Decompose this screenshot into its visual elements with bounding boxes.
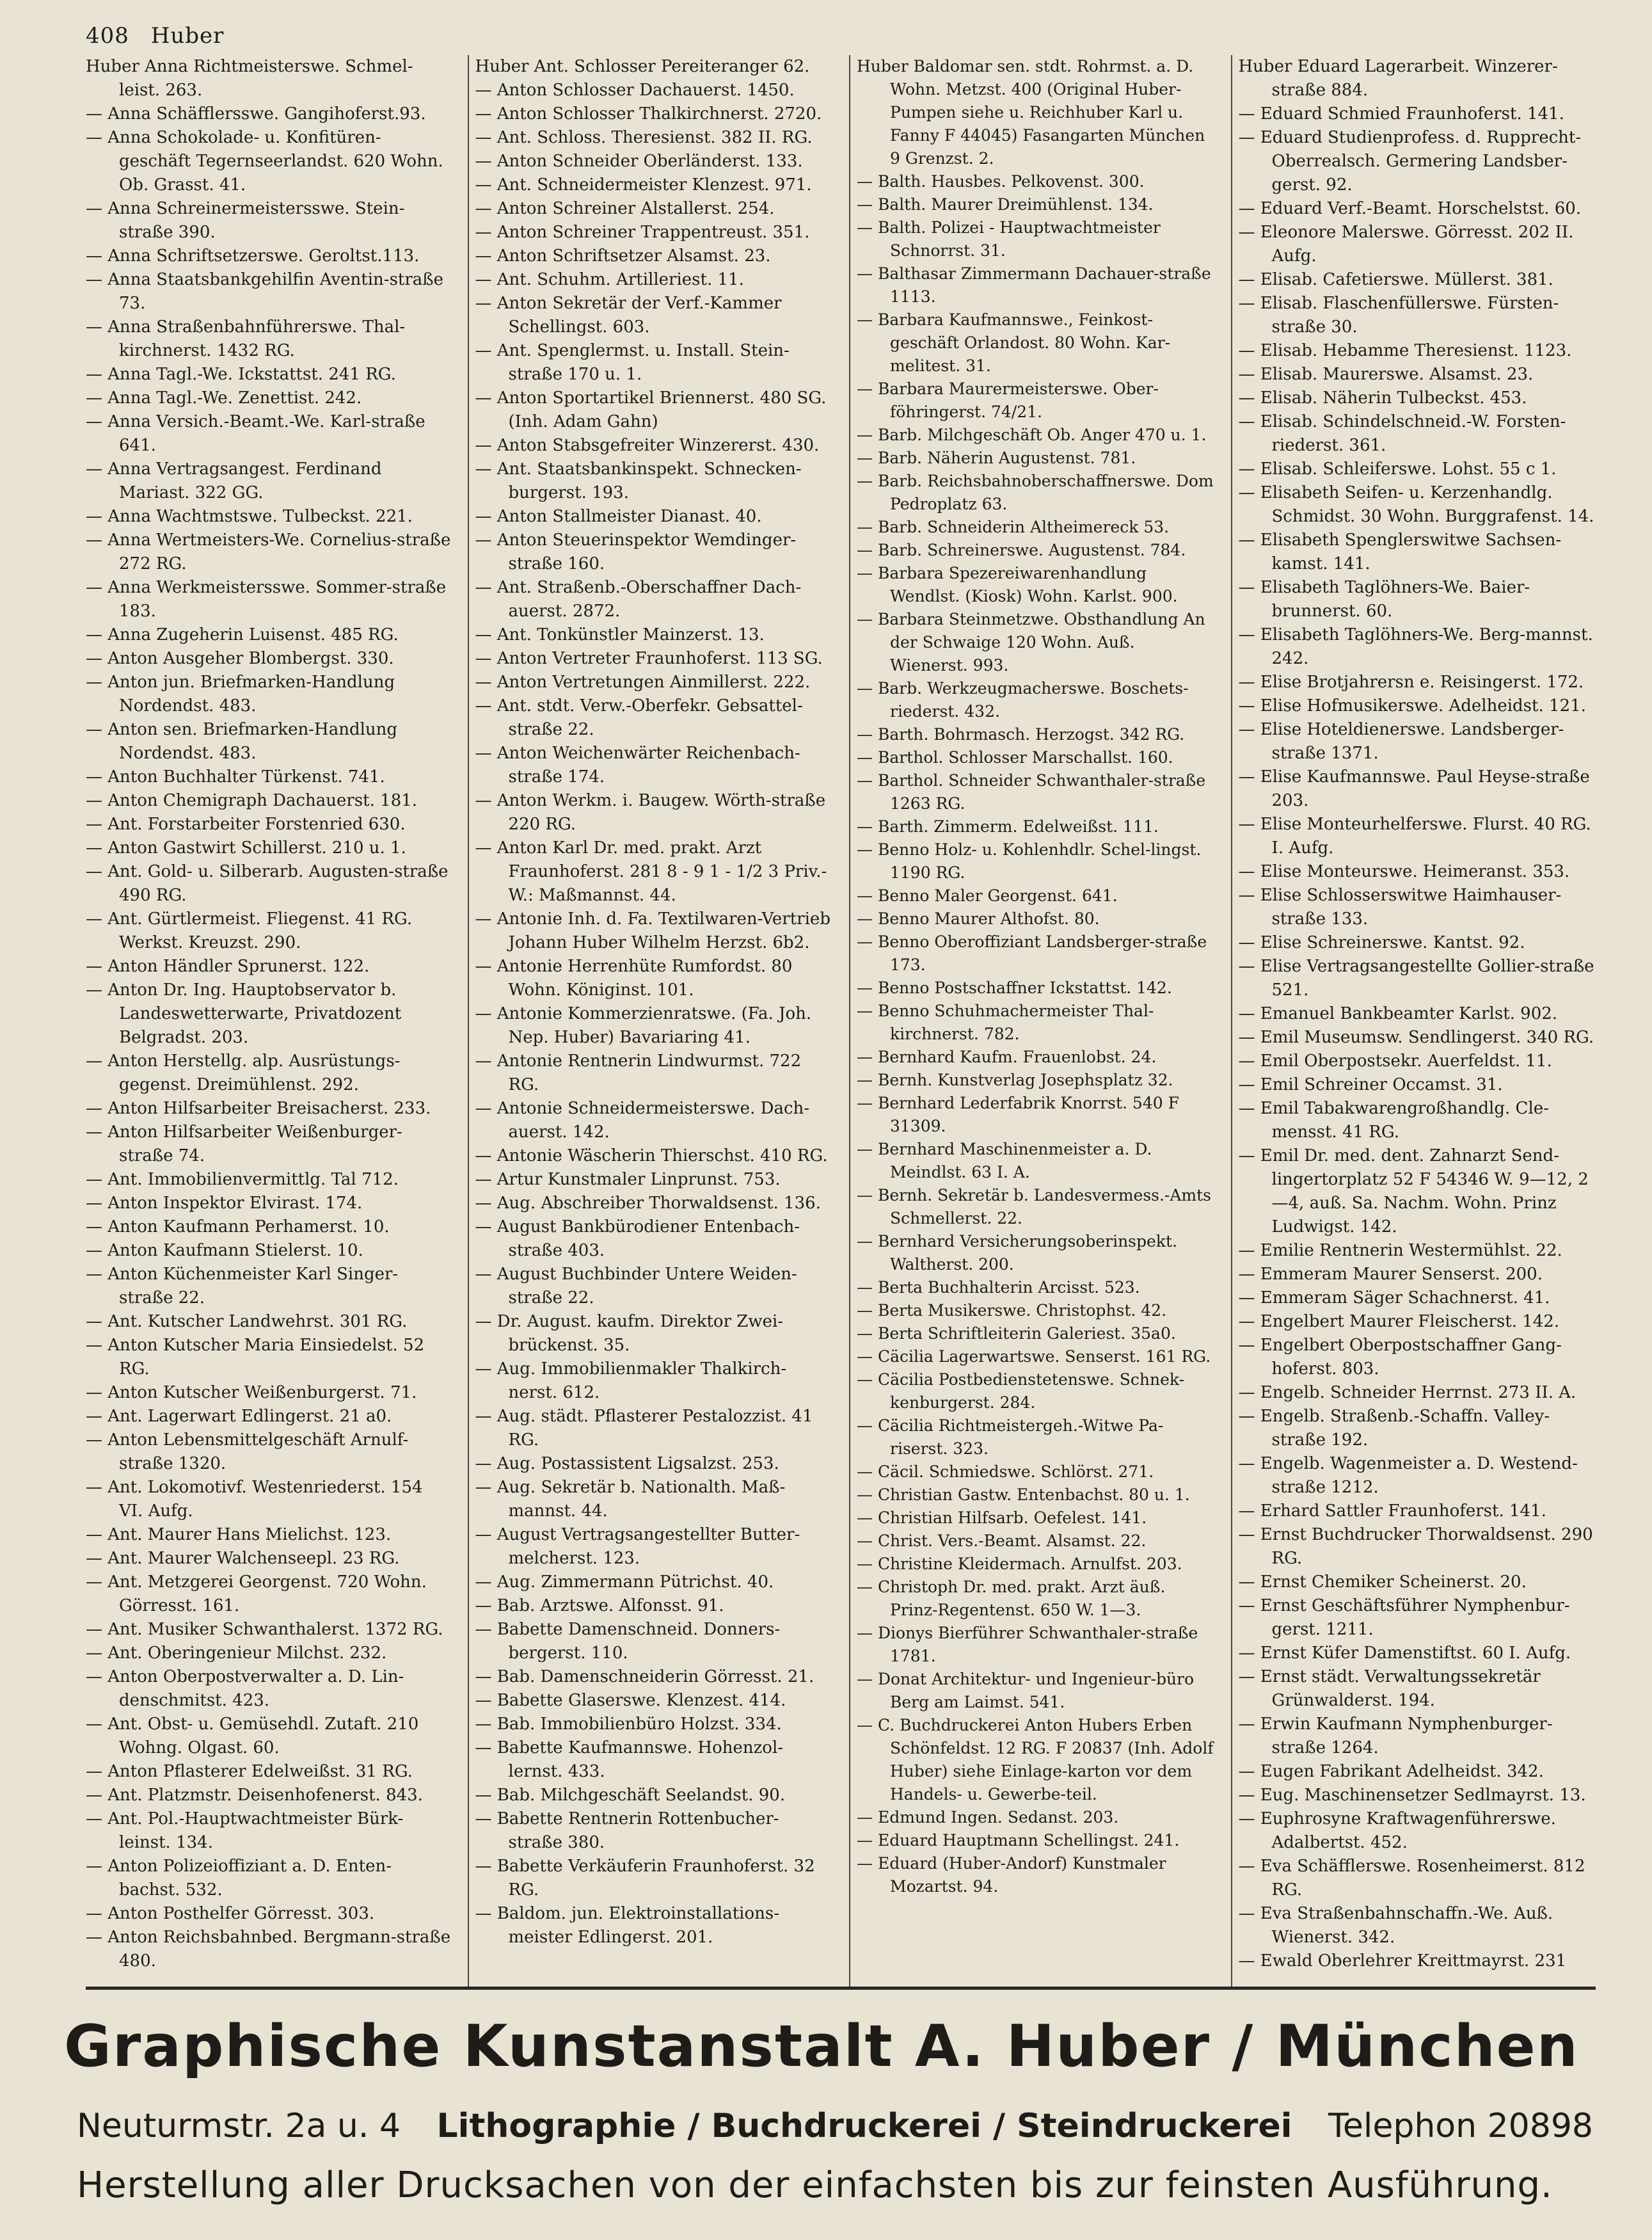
directory-entry: Huber Eduard Lagerarbeit. Winzerer-straße 884. (1238, 57, 1558, 100)
directory-entry: — Benno Holz- u. Kohlenhdlr. Schel-lingst. 1190 RG. (857, 840, 1202, 882)
directory-entry: — Ernst Geschäftsführer Nymphenbur-gerst. 1211. (1238, 1596, 1570, 1639)
directory-entry: — Aug. städt. Pflasterer Pestalozzist. 41 RG. (475, 1407, 813, 1450)
directory-entry: — Barb. Werkzeugmacherswe. Boschets-riederst. 432. (857, 679, 1189, 721)
directory-entry: — Eva Straßenbahnschaffn.-We. Auß. Wienerst. 342. (1238, 1904, 1553, 1947)
running-head: Huber (150, 23, 225, 49)
directory-entry: — Anton Küchenmeister Karl Singer-straße 22. (86, 1265, 399, 1308)
directory-entry: — Anton Kutscher Maria Einsiedelst. 52 RG. (86, 1336, 425, 1379)
directory-entry: — Emanuel Bankbeamter Karlst. 902. (1238, 1004, 1558, 1023)
directory-entry: — Aug. Sekretär b. Nationalth. Maß-mannst. 44. (475, 1478, 786, 1521)
directory-entry: — Ant. Kutscher Landwehrst. 301 RG. (86, 1312, 408, 1331)
directory-entry: — Babette Rentnerin Rottenbucher-straße 380. (475, 1809, 779, 1852)
directory-entry: — Ernst Chemiker Scheinerst. 20. (1238, 1572, 1527, 1592)
advertisement-title: Graphische Kunstanstalt A. Huber / München (64, 2013, 1579, 2080)
directory-entry: — Anton Herstellg. alp. Ausrüstungs-gegenst. Dreimühlenst. 292. (86, 1052, 401, 1094)
directory-entry: — Ant. Forstarbeiter Forstenried 630. (86, 815, 406, 834)
directory-entry: — Berta Musikerswe. Christophst. 42. (857, 1301, 1167, 1320)
directory-entry: — Eduard Studienprofess. d. Rupprecht-Oberrealsch. Germering Landsber-gerst. 92. (1238, 128, 1582, 195)
directory-entry: — Engelb. Wagenmeister a. D. Westend-straße 1212. (1238, 1454, 1578, 1497)
directory-entry: — Eugen Fabrikant Adelheidst. 342. (1238, 1762, 1544, 1781)
directory-entry: — Ant. Pol.-Hauptwachtmeister Bürk-leinst. 134. (86, 1809, 404, 1852)
directory-entry: — Edmund Ingen. Sedanst. 203. (857, 1808, 1119, 1827)
directory-entry: — Ewald Oberlehrer Kreittmayrst. 231 (1238, 1951, 1567, 1971)
directory-entry: — Eduard Verf.-Beamt. Horschelstst. 60. (1238, 199, 1582, 218)
directory-entry: — August Vertragsangestellter Butter-melcherst. 123. (475, 1525, 800, 1568)
directory-entry: — Berta Buchhalterin Arcisst. 523. (857, 1278, 1140, 1297)
directory-entry: — Cäcilia Postbedienstetenswe. Schnek-kenburgerst. 284. (857, 1370, 1185, 1412)
directory-entry: — Ant. Schloss. Theresienst. 382 II. RG. (475, 128, 813, 147)
directory-entry: — Anna Zugeherin Luisenst. 485 RG. (86, 625, 399, 644)
directory-entry: — Anton Werkm. i. Baugew. Wörth-straße 220 RG. (475, 791, 826, 834)
directory-entry: — Aug. Postassistent Ligsalzst. 253. (475, 1454, 779, 1473)
directory-entry: — Berta Schriftleiterin Galeriest. 35a0. (857, 1324, 1176, 1343)
directory-entry: — Barbara Spezereiwarenhandlung Wendlst. (Kiosk) Wohn. Karlst. 900. (857, 564, 1178, 605)
directory-entry: — Anton Polizeioffiziant a. D. Enten-bachst. 532. (86, 1857, 392, 1900)
directory-entry: — Barb. Näherin Augustenst. 781. (857, 449, 1136, 467)
directory-entry: — Barb. Milchgeschäft Ob. Anger 470 u. 1. (857, 426, 1207, 444)
directory-entry: — Anna Versich.-Beamt.-We. Karl-straße 641. (86, 412, 425, 455)
directory-entry: — Euphrosyne Kraftwagenführerswe. Adalbertst. 452. (1238, 1809, 1556, 1852)
directory-entry: — Christine Kleidermach. Arnulfst. 203. (857, 1555, 1182, 1573)
directory-entry: — Antonie Rentnerin Lindwurmst. 722 RG. (475, 1052, 802, 1094)
directory-entry: — Barbara Maurermeisterswe. Ober-föhringerst. 74/21. (857, 380, 1159, 421)
directory-entry: — Anton Sportartikel Briennerst. 480 SG. (Inh. Adam Gahn) (475, 388, 827, 431)
directory-entry: — Anton Chemigraph Dachauerst. 181. (86, 791, 418, 810)
directory-entry: — Anna Schreinermeistersswe. Stein-straße 390. (86, 199, 405, 242)
directory-column-1 (86, 55, 451, 1988)
directory-entry: — Benno Maler Georgenst. 641. (857, 886, 1118, 905)
directory-entry: — Bernh. Sekretär b. Landesvermess.-Amts Schmellerst. 22. (857, 1186, 1212, 1228)
directory-entry: — Barbara Steinmetzwe. Obsthandlung An der Schwaige 120 Wohn. Auß. Wienerst. 993. (857, 610, 1205, 675)
directory-entry: — Anton Karl Dr. med. prakt. Arzt Fraunhoferst. 281 8 - 9 1 - 1/2 3 Priv.-W.: Maßmannst. 44. (475, 838, 827, 905)
directory-entry: — Emmeram Säger Schachnerst. 41. (1238, 1288, 1550, 1308)
directory-entry: — Aug. Immobilienmakler Thalkirch-nerst. 612. (475, 1359, 787, 1402)
directory-entry: — Ernst Küfer Damenstiftst. 60 I. Aufg. (1238, 1644, 1571, 1663)
directory-entry: — Christian Gastw. Entenbachst. 80 u. 1. (857, 1485, 1190, 1504)
directory-entry: — Anton Lebensmittelgeschäft Arnulf-straße 1320. (86, 1430, 409, 1473)
directory-column-2 (468, 55, 833, 1988)
directory-entry: — Anton Inspektor Elvirast. 174. (86, 1194, 363, 1213)
directory-entry: — Anton Kaufmann Perhamerst. 10. (86, 1217, 390, 1236)
directory-entry: — Ant. Obst- u. Gemüsehdl. Zutaft. 210 Wohng. Olgast. 60. (86, 1715, 419, 1757)
directory-entry: — Antonie Schneidermeisterswe. Dach-auerst. 142. (475, 1099, 810, 1142)
directory-entry: — Benno Schuhmachermeister Thal-kirchnerst. 782. (857, 1002, 1154, 1043)
directory-columns (86, 55, 1596, 1988)
advertisement-contact-line (77, 2106, 1593, 2147)
directory-entry: — Anton Hilfsarbeiter Weißenburger-straße 74. (86, 1123, 402, 1165)
directory-entry: — Ant. Gold- u. Silberarb. Augusten-straße 490 RG. (86, 862, 449, 905)
directory-entry: — Elisab. Schindelschneid.-W. Forsten-riederst. 361. (1238, 412, 1566, 455)
directory-entry: — Ant. Maurer Hans Mielichst. 123. (86, 1525, 392, 1544)
directory-entry: — Anton Kaufmann Stielerst. 10. (86, 1241, 363, 1260)
directory-entry: — Elise Brotjahrersn e. Reisingerst. 172. (1238, 673, 1584, 692)
directory-entry: — Cäcilia Richtmeistergeh.-Witwe Pa-riserst. 323. (857, 1416, 1164, 1458)
directory-entry: — Ernst Buchdrucker Thorwaldsenst. 290 RG. (1238, 1525, 1593, 1568)
directory-entry: — Engelbert Maurer Fleischerst. 142. (1238, 1312, 1560, 1331)
directory-entry: — Engelbert Oberpostschaffner Gang-hoferst. 803. (1238, 1336, 1562, 1379)
directory-entry: — Christoph Dr. med. prakt. Arzt äuß. Prinz-Regentenst. 650 W. 1—3. (857, 1578, 1166, 1619)
directory-entry: — Anton Posthelfer Görresst. 303. (86, 1904, 375, 1923)
directory-entry: — Barbara Kaufmannswe., Feinkost-geschäft Orlandost. 80 Wohn. Kar-melitest. 31. (857, 310, 1171, 375)
directory-entry: — Ant. Straßenb.-Oberschaffner Dach-auerst. 2872. (475, 578, 802, 621)
directory-entry: — Eleonore Malerswe. Görresst. 202 II. Aufg. (1238, 223, 1574, 266)
directory-entry: — Ant. Lokomotivf. Westenriederst. 154 VI. Aufg. (86, 1478, 423, 1521)
directory-column-4 (1231, 55, 1596, 1988)
advertisement-services: Lithographie / Buchdruckerei / Steindruckerei (436, 2107, 1292, 2145)
directory-entry: — Ant. Oberingenieur Milchst. 232. (86, 1644, 387, 1663)
directory-entry: — Bab. Arztswe. Alfonsst. 91. (475, 1596, 724, 1615)
directory-entry: — Babette Damenschneid. Donners-bergerst. 110. (475, 1620, 781, 1663)
advertisement-tagline: Herstellung aller Drucksachen von der einfachsten bis zur feinsten Ausführung. (77, 2164, 1553, 2206)
directory-entry: — Emil Dr. med. dent. Zahnarzt Send-lingertorplatz 52 F 54346 W. 9—12, 2—4, auß. Sa. Nachm. Wohn. Prinz Ludwigst. 142. (1238, 1146, 1589, 1236)
directory-entry: — Elise Kaufmannswe. Paul Heyse-straße 203. (1238, 767, 1590, 810)
advertisement (0, 1987, 1652, 2240)
directory-entry: — Babette Kaufmannswe. Hohenzol-lernst. 433. (475, 1738, 784, 1781)
directory-entry: — Elise Monteurswe. Heimeranst. 353. (1238, 862, 1570, 881)
directory-entry: — Emil Schreiner Occamst. 31. (1238, 1075, 1503, 1094)
directory-entry: — Antonie Herrenhüte Rumfordst. 80 Wohn. Königinst. 101. (475, 957, 793, 1000)
directory-entry: — Antonie Inh. d. Fa. Textilwaren-Vertrieb Johann Huber Wilhelm Herzst. 6b2. (475, 909, 830, 952)
directory-entry: — Eduard (Huber-Andorf) Kunstmaler Mozartst. 94. (857, 1854, 1166, 1896)
directory-entry: — Anna Tagl.-We. Zenettist. 242. (86, 388, 362, 408)
directory-entry: — Ernst städt. Verwaltungssekretär Grünwalderst. 194. (1238, 1667, 1541, 1710)
directory-entry: — C. Buchdruckerei Anton Hubers Erben Schönfeldst. 12 RG. F 20837 (Inh. Adolf Huber) siehe Einlage-karton vor dem Handels- u. Gewerbe-teil. (857, 1716, 1214, 1804)
directory-entry: — Elisabeth Spenglerswitwe Sachsen-kamst. 141. (1238, 531, 1562, 573)
directory-entry: — Anna Straßenbahnführerswe. Thal-kirchnerst. 1432 RG. (86, 317, 406, 360)
directory-entry: — Anna Wertmeisters-We. Cornelius-straße 272 RG. (86, 531, 451, 573)
directory-entry: — Elisab. Näherin Tulbeckst. 453. (1238, 388, 1527, 408)
directory-entry: — Anna Schokolade- u. Konfitüren-geschäft Tegernseerlandst. 620 Wohn. Ob. Grasst. 41. (86, 128, 443, 195)
advertisement-divider (86, 1987, 1596, 1990)
directory-entry: — Barthol. Schneider Schwanthaler-straße 1263 RG. (857, 771, 1206, 813)
directory-entry: — Elisab. Maurerswe. Alsamst. 23. (1238, 365, 1534, 384)
advertisement-address: Neuturmstr. 2a u. 4 (77, 2107, 401, 2145)
directory-entry: — Ant. Gürtlermeist. Fliegenst. 41 RG. Werkst. Kreuzst. 290. (86, 909, 413, 952)
directory-entry: — Ant. Schuhm. Artilleriest. 11. (475, 270, 744, 289)
directory-entry: — Antonie Kommerzienratswe. (Fa. Joh. Nep. Huber) Bavariaring 41. (475, 1004, 812, 1047)
directory-entry: — Artur Kunstmaler Linprunst. 753. (475, 1170, 781, 1189)
directory-entry: — Emmeram Maurer Senserst. 200. (1238, 1265, 1543, 1284)
directory-entry: — Ant. Platzmstr. Deisenhofenerst. 843. (86, 1786, 423, 1805)
directory-entry: — Anton Schreiner Trappentreust. 351. (475, 223, 810, 242)
directory-entry: — Engelb. Straßenb.-Schaffn. Valley-straße 192. (1238, 1407, 1550, 1450)
directory-entry: — Anna Tagl.-We. Ickstattst. 241 RG. (86, 365, 396, 384)
directory-entry: — Donat Architektur- und Ingenieur-büro Berg am Laimst. 541. (857, 1670, 1195, 1711)
directory-entry: — Balth. Polizei - Hauptwachtmeister Schnorrst. 31. (857, 218, 1161, 260)
directory-entry: — Anton Pflasterer Edelweißst. 31 RG. (86, 1762, 413, 1781)
directory-entry: — Anton Gastwirt Schillerst. 210 u. 1. (86, 838, 406, 858)
directory-entry: — Emil Tabakwarengroßhandlg. Cle-mensst. 41 RG. (1238, 1099, 1549, 1142)
directory-entry: — Barb. Schneiderin Altheimereck 53. (857, 518, 1170, 536)
directory-entry: — Cäcil. Schmiedswe. Schlörst. 271. (857, 1462, 1154, 1481)
directory-entry: — Anna Vertragsangest. Ferdinand Mariast. 322 GG. (86, 460, 382, 502)
directory-entry: — Cäcilia Lagerwartswe. Senserst. 161 RG. (857, 1347, 1211, 1366)
directory-entry: — Barb. Reichsbahnoberschaffnerswe. Dom Pedroplatz 63. (857, 472, 1214, 513)
directory-entry: — Babette Verkäuferin Fraunhoferst. 32 RG. (475, 1857, 815, 1900)
directory-entry: — Anton Oberpostverwalter a. D. Lin-denschmitst. 423. (86, 1667, 404, 1710)
directory-entry: — Elise Schreinerswe. Kantst. 92. (1238, 933, 1525, 952)
directory-entry: — Erwin Kaufmann Nymphenburger-straße 1264. (1238, 1715, 1553, 1757)
directory-entry: — Ant. Lagerwart Edlingerst. 21 a0. (86, 1407, 392, 1426)
directory-entry: — Anton Schriftsetzer Alsamst. 23. (475, 246, 771, 266)
directory-entry: — Balth. Maurer Dreimühlenst. 134. (857, 195, 1154, 214)
directory-entry: — Dionys Bierführer Schwanthaler-straße 1781. (857, 1624, 1198, 1665)
directory-entry: — Anton Schlosser Dachauerst. 1450. (475, 81, 795, 100)
directory-entry: — Anton Vertreter Fraunhoferst. 113 SG. (475, 649, 823, 668)
directory-entry: — Elise Monteurhelferswe. Flurst. 40 RG. I. Aufg. (1238, 815, 1591, 858)
directory-entry: — Anton jun. Briefmarken-Handlung Nordendst. 483. (86, 673, 395, 716)
directory-entry: — August Buchbinder Untere Weiden-straße 22. (475, 1265, 797, 1308)
directory-entry: — Eva Schäfflerswe. Rosenheimerst. 812 RG. (1238, 1857, 1585, 1900)
directory-entry: Huber Baldomar sen. stdt. Rohrmst. a. D. Wohn. Metzst. 400 (Original Huber-Pumpen siehe u. Reichhuber Karl u. Fanny F 44045) Fasangarten München 9 Grenzst. 2. (857, 57, 1205, 168)
directory-entry: — Aug. Zimmermann Pütrichst. 40. (475, 1572, 774, 1592)
directory-entry: — Anton Ausgeher Blombergst. 330. (86, 649, 394, 668)
directory-entry: — Eduard Hauptmann Schellingst. 241. (857, 1831, 1180, 1850)
directory-entry: — Elisabeth Taglöhners-We. Baier-brunnerst. 60. (1238, 578, 1530, 621)
directory-entry: — Ant. Metzgerei Georgenst. 720 Wohn. Görresst. 161. (86, 1572, 427, 1615)
directory-entry: — Bab. Milchgeschäft Seelandst. 90. (475, 1786, 786, 1805)
directory-entry: — Anton Stallmeister Dianast. 40. (475, 507, 762, 526)
directory-entry: — Elise Hofmusikerswe. Adelheidst. 121. (1238, 696, 1586, 716)
directory-entry: — Anton Händler Sprunerst. 122. (86, 957, 370, 976)
directory-entry: — Emil Oberpostsekr. Auerfeldst. 11. (1238, 1052, 1552, 1071)
directory-entry: — Aug. Abschreiber Thorwaldsenst. 136. (475, 1194, 821, 1213)
directory-entry: — Anton Reichsbahnbed. Bergmann-straße 480. (86, 1928, 451, 1971)
directory-entry: — Emilie Rentnerin Westermühlst. 22. (1238, 1241, 1562, 1260)
directory-entry: — Anton Weichenwärter Reichenbach-straße 174. (475, 744, 800, 787)
directory-entry: — Benno Oberoffiziant Landsberger-straße 173. (857, 932, 1207, 974)
directory-entry: — Anna Werkmeistersswe. Sommer-straße 183. (86, 578, 447, 621)
directory-entry: — Anton Schlosser Thalkirchnerst. 2720. (475, 104, 822, 124)
directory-entry: — Erhard Sattler Fraunhoferst. 141. (1238, 1501, 1546, 1521)
directory-entry: — August Bankbürodiener Entenbach-straße 403. (475, 1217, 800, 1260)
directory-entry: — Bab. Immobilienbüro Holzst. 334. (475, 1715, 782, 1734)
directory-entry: — Baldom. jun. Elektroinstallations-meister Edlingerst. 201. (475, 1904, 779, 1947)
directory-entry: — Ant. stdt. Verw.-Oberfekr. Gebsattel-straße 22. (475, 696, 803, 739)
directory-entry: — Engelb. Schneider Herrnst. 273 II. A. (1238, 1383, 1577, 1402)
directory-entry: — Elise Hoteldienerswe. Landsberger-straße 1371. (1238, 720, 1564, 763)
directory-entry: — Christ. Vers.-Beamt. Alsamst. 22. (857, 1532, 1147, 1550)
directory-entry: — Anton Schneider Oberländerst. 133. (475, 152, 803, 171)
page-header (86, 23, 238, 49)
advertisement-phone: Telephon 20898 (1328, 2107, 1593, 2145)
directory-entry: — Eug. Maschinensetzer Sedlmayrst. 13. (1238, 1786, 1586, 1805)
directory-entry: — Anton Schreiner Alstallerst. 254. (475, 199, 775, 218)
directory-entry: — Anna Schäfflersswe. Gangihoferst.93. (86, 104, 426, 124)
directory-column-3 (849, 55, 1214, 1988)
directory-entry: — Ant. Schneidermeister Klenzest. 971. (475, 175, 812, 195)
directory-entry: — Elisab. Cafetierswe. Müllerst. 381. (1238, 270, 1553, 289)
directory-entry: — Bernhard Kaufm. Frauenlobst. 24. (857, 1048, 1157, 1066)
directory-entry: — Antonie Wäscherin Thierschst. 410 RG. (475, 1146, 828, 1165)
directory-entry: — Dr. August. kaufm. Direktor Zwei-brückenst. 35. (475, 1312, 784, 1355)
directory-entry: — Anton Buchhalter Türkenst. 741. (86, 767, 385, 787)
directory-entry: — Anton Dr. Ing. Hauptobservator b. Landeswetterwarte, Privatdozent Belgradst. 203. (86, 980, 402, 1047)
directory-entry: — Bernh. Kunstverlag Josephsplatz 32. (857, 1071, 1173, 1089)
directory-entry: — Anton Stabsgefreiter Winzererst. 430. (475, 436, 820, 455)
directory-entry: — Anton Steuerinspektor Wemdinger-straße 160. (475, 531, 797, 573)
directory-entry: — Ant. Musiker Schwanthalerst. 1372 RG. (86, 1620, 443, 1639)
directory-entry: — Bernhard Lederfabrik Knorrst. 540 F 31309. (857, 1094, 1179, 1135)
directory-entry: — Anton Sekretär der Verf.-Kammer Schellingst. 603. (475, 294, 782, 337)
directory-entry: Huber Ant. Schlosser Pereiteranger 62. (475, 57, 810, 76)
directory-entry: — Ant. Staatsbankinspekt. Schnecken-burgerst. 193. (475, 460, 802, 502)
directory-entry: — Ant. Immobilienvermittlg. Tal 712. (86, 1170, 399, 1189)
directory-entry: — Christian Hilfsarb. Oefelest. 141. (857, 1508, 1147, 1527)
directory-entry: — Ant. Tonkünstler Mainzerst. 13. (475, 625, 765, 644)
directory-entry: — Anna Wachtmstswe. Tulbeckst. 221. (86, 507, 413, 526)
directory-entry: — Bernhard Versicherungsoberinspekt. Waltherst. 200. (857, 1232, 1177, 1274)
directory-entry: — Ant. Maurer Walchenseepl. 23 RG. (86, 1549, 400, 1568)
directory-entry: — Elisab. Schleiferswe. Lohst. 55 c 1. (1238, 460, 1557, 479)
directory-entry: — Eduard Schmied Fraunhoferst. 141. (1238, 104, 1564, 124)
directory-entry: — Balth. Hausbes. Pelkovenst. 300. (857, 172, 1145, 191)
directory-entry: — Benno Postschaffner Ickstattst. 142. (857, 979, 1172, 997)
directory-entry: — Barth. Bohrmasch. Herzogst. 342 RG. (857, 725, 1185, 744)
directory-entry: — Elisabeth Taglöhners-We. Berg-mannst. 242. (1238, 625, 1593, 668)
directory-entry: — Balthasar Zimmermann Dachauer-straße 1113. (857, 264, 1211, 306)
directory-entry: — Barth. Zimmerm. Edelweißst. 111. (857, 817, 1159, 836)
directory-entry: — Anna Schriftsetzerswe. Geroltst.113. (86, 246, 420, 266)
directory-entry: — Bab. Damenschneiderin Görresst. 21. (475, 1667, 814, 1686)
directory-entry: — Barb. Schreinerswe. Augustenst. 784. (857, 541, 1186, 559)
directory-entry: — Anton sen. Briefmarken-Handlung Nordendst. 483. (86, 720, 398, 763)
directory-entry: — Elisabeth Seifen- u. Kerzenhandlg. Schmidst. 30 Wohn. Burggrafenst. 14. (1238, 483, 1594, 526)
directory-entry: — Bernhard Maschinenmeister a. D. Meindlst. 63 I. A. (857, 1140, 1152, 1181)
directory-entry: — Elisab. Flaschenfüllerswe. Fürsten-straße 30. (1238, 294, 1559, 337)
directory-entry: — Elise Vertragsangestellte Gollier-straße 521. (1238, 957, 1594, 1000)
directory-entry: — Anton Vertretungen Ainmillerst. 222. (475, 673, 811, 692)
directory-entry: — Babette Glaserswe. Klenzest. 414. (475, 1691, 786, 1710)
directory-entry: — Anna Staatsbankgehilfin Aventin-straße 73. (86, 270, 444, 313)
page-number: 408 (86, 23, 129, 49)
directory-entry: — Anton Kutscher Weißenburgerst. 71. (86, 1383, 417, 1402)
directory-entry: — Benno Maurer Althofst. 80. (857, 909, 1100, 928)
directory-entry: — Anton Hilfsarbeiter Breisacherst. 233. (86, 1099, 431, 1118)
directory-entry: — Elisab. Hebamme Theresienst. 1123. (1238, 341, 1572, 360)
directory-entry: — Ant. Spenglermst. u. Install. Stein-straße 170 u. 1. (475, 341, 790, 384)
directory-entry: Huber Anna Richtmeisterswe. Schmel-leist. 263. (86, 57, 413, 100)
directory-entry: — Barthol. Schlosser Marschallst. 160. (857, 748, 1173, 767)
directory-entry: — Elise Schlosserswitwe Haimhauser-straße 133. (1238, 886, 1562, 929)
directory-entry: — Emil Museumsw. Sendlingerst. 340 RG. (1238, 1028, 1594, 1047)
